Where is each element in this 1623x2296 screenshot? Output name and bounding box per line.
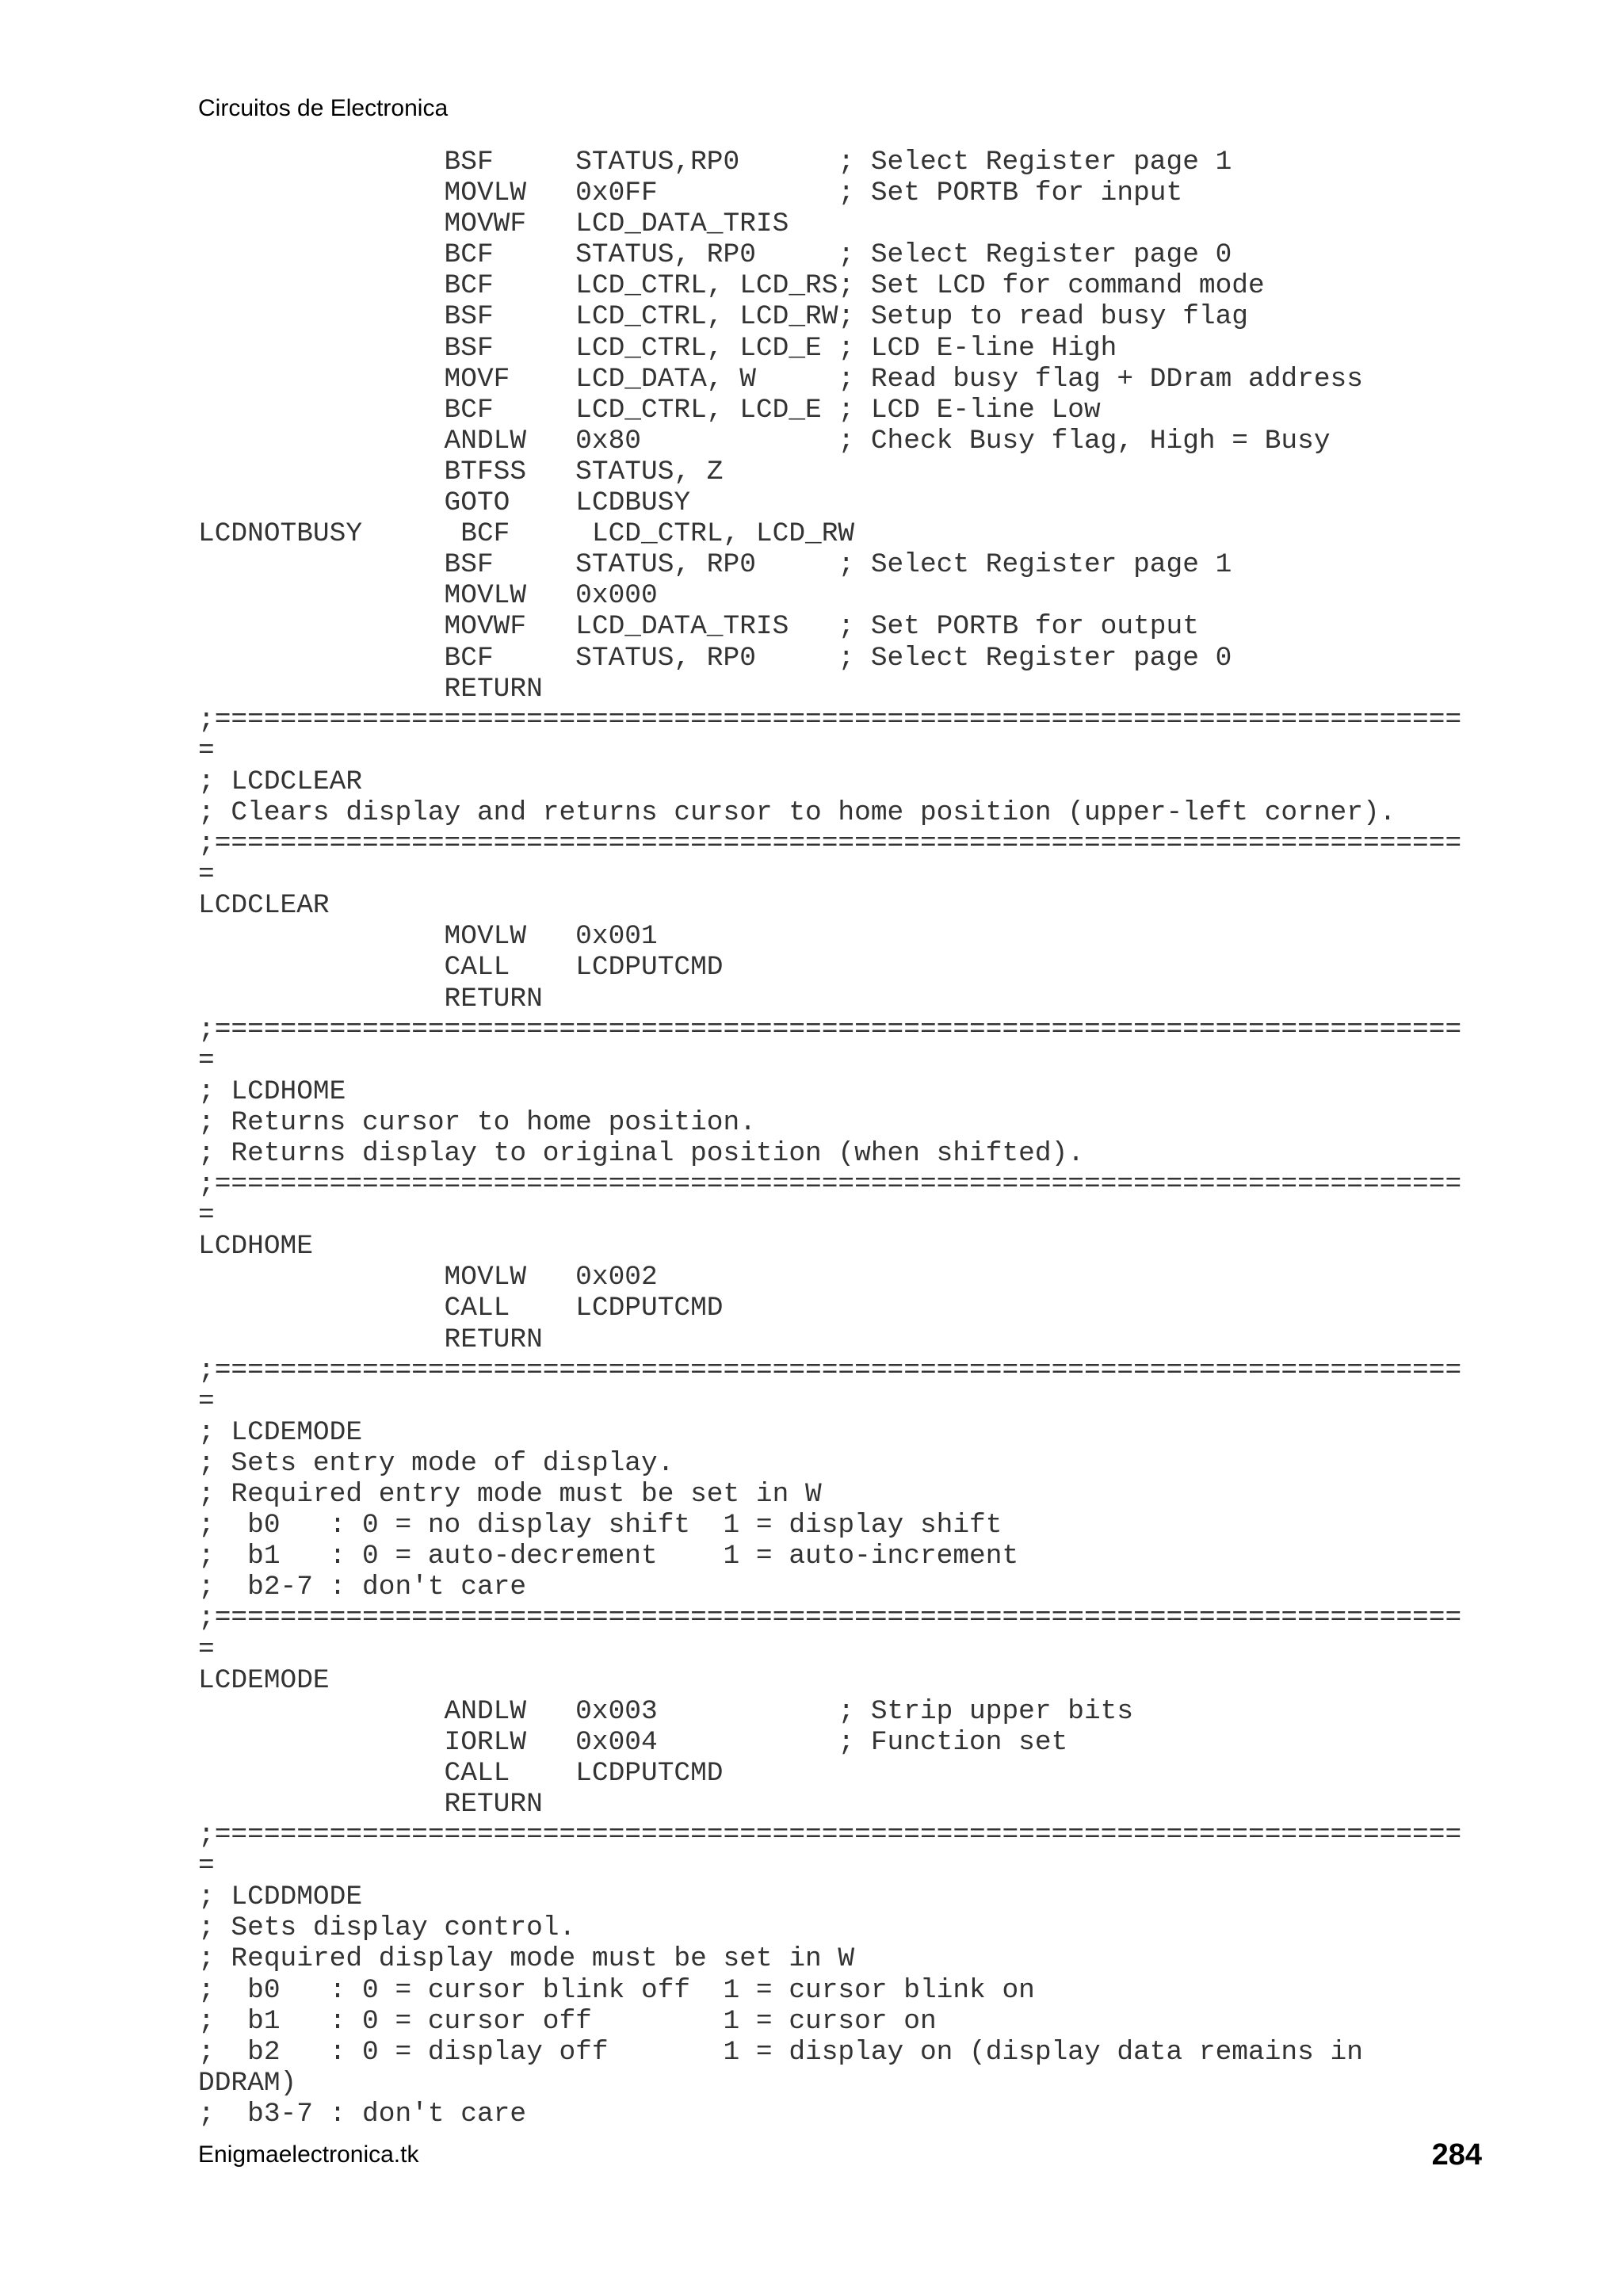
code-line: = [198,1385,215,1417]
code-line: LCDNOTBUSY BCF LCD_CTRL, LCD_RW [198,518,855,550]
code-line: BCF STATUS, RP0 ; Select Register page 0 [198,642,1232,674]
code-line: ; b0 : 0 = no display shift 1 = display shift [198,1510,1002,1541]
code-line: ; b2-7 : don't care [198,1572,527,1603]
code-line: ;============================================================================ [198,1820,1462,1851]
code-line: ;============================================================================ [198,1014,1462,1045]
code-line: ; Sets entry mode of display. [198,1447,674,1479]
code-line: LCDHOME [198,1231,313,1263]
code-line: MOVWF LCD_DATA_TRIS [198,208,789,240]
code-line: CALL LCDPUTCMD [198,1757,724,1789]
code-line: ;============================================================================ [198,1354,1462,1386]
code-line: ; b1 : 0 = auto-decrement 1 = auto-increment [198,1541,1019,1572]
code-line: MOVLW 0x001 [198,921,658,953]
code-line: ; b0 : 0 = cursor blink off 1 = cursor blink on [198,1974,1035,2006]
code-line: IORLW 0x004 ; Function set [198,1726,1068,1758]
code-line: = [198,1851,215,1882]
code-line: = [198,859,215,891]
code-line: ; Clears display and returns cursor to home position (upper-left corner). [198,797,1396,828]
code-line: ;============================================================================ [198,1603,1462,1634]
code-line: ;============================================================================ [198,704,1462,735]
code-line: LCDCLEAR [198,890,330,922]
code-line: BCF STATUS, RP0 ; Select Register page 0 [198,239,1232,271]
code-line: ; Sets display control. [198,1912,576,1944]
code-line: = [198,1633,215,1665]
code-line: GOTO LCDBUSY [198,487,691,519]
code-line: ; b3-7 : don't care [198,2098,527,2130]
code-line: = [198,735,215,766]
code-line: ; Required entry mode must be set in W [198,1479,822,1511]
code-line: BSF LCD_CTRL, LCD_E ; LCD E-line High [198,332,1117,364]
code-line: BSF STATUS, RP0 ; Select Register page 1 [198,549,1232,581]
code-line: ; Returns cursor to home position. [198,1106,756,1138]
code-line: BTFSS STATUS, Z [198,456,724,487]
code-line: ;============================================================================ [198,1169,1462,1201]
code-line: ; Returns display to original position (when shifted). [198,1138,1084,1169]
code-line: MOVF LCD_DATA, W ; Read busy flag + DDram address [198,363,1363,395]
code-line: BCF LCD_CTRL, LCD_RS; Set LCD for command mode [198,270,1265,302]
code-line: MOVLW 0x0FF ; Set PORTB for input [198,178,1183,209]
code-line: LCDEMODE [198,1664,330,1696]
code-line: ; LCDEMODE [198,1416,363,1448]
page-header-title: Circuitos de Electronica [198,95,449,121]
code-line: CALL LCDPUTCMD [198,952,724,984]
code-line: BSF STATUS,RP0 ; Select Register page 1 [198,147,1232,178]
code-line: RETURN [198,673,543,705]
code-line: ; b1 : 0 = cursor off 1 = cursor on [198,2005,937,2037]
code-line: CALL LCDPUTCMD [198,1293,724,1324]
code-line: MOVLW 0x002 [198,1262,658,1293]
code-line: DDRAM) [198,2067,297,2099]
code-line: ; LCDCLEAR [198,766,363,797]
code-line: MOVWF LCD_DATA_TRIS ; Set PORTB for output [198,611,1199,643]
code-line: RETURN [198,1788,543,1820]
assembly-code-listing [198,147,1461,2130]
code-line: ; LCDHOME [198,1075,346,1107]
code-line: BSF LCD_CTRL, LCD_RW; Setup to read busy flag [198,301,1249,333]
code-line: MOVLW 0x000 [198,580,658,612]
code-line: ; b2 : 0 = display off 1 = display on (display data remains in [198,2036,1363,2068]
code-line: BCF LCD_CTRL, LCD_E ; LCD E-line Low [198,394,1101,426]
page-number: 284 [1431,2138,1482,2172]
code-line: RETURN [198,983,543,1014]
code-line: ANDLW 0x003 ; Strip upper bits [198,1695,1134,1727]
code-line: RETURN [198,1324,543,1355]
code-line: ANDLW 0x80 ; Check Busy flag, High = Busy [198,425,1331,457]
footer-site-name: Enigmaelectronica.tk [198,2141,419,2168]
code-line: = [198,1200,215,1232]
code-line: = [198,1045,215,1076]
code-line: ; LCDDMODE [198,1881,363,1913]
code-line: ;============================================================================ [198,828,1462,860]
code-line: ; Required display mode must be set in W [198,1943,855,1975]
